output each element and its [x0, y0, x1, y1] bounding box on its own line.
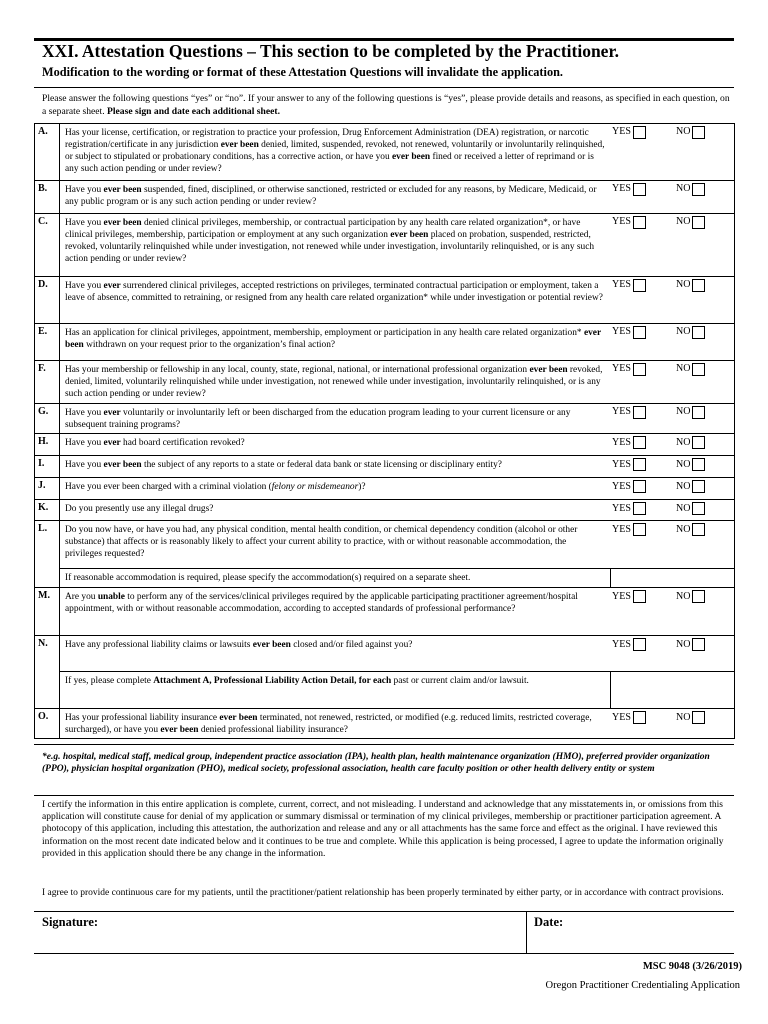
- answer-options: [612, 216, 732, 229]
- section-subtitle: Modification to the wording or format of these Attestation Questions will invalidate the application.: [42, 65, 564, 79]
- yes-label: YES: [612, 406, 631, 418]
- question-text-part: Have you: [65, 185, 104, 195]
- question-text: [60, 214, 611, 277]
- attestation-questions-table: [34, 123, 735, 739]
- no-checkbox[interactable]: [692, 523, 705, 536]
- no-checkbox[interactable]: [692, 406, 705, 419]
- no-checkbox[interactable]: [692, 436, 705, 449]
- question-letter: B.: [35, 181, 60, 214]
- yes-option: [612, 279, 676, 292]
- question-letter: N.: [35, 636, 60, 709]
- question-text: [60, 500, 611, 521]
- question-letter: H.: [35, 434, 60, 456]
- question-row: [35, 361, 735, 404]
- question-text-part: revoked, denied, limited, voluntarily relinquished while under investigation, not renewed while under investigation, involuntarily relinquished, or is any such action pending or under review?: [65, 365, 603, 400]
- yes-checkbox[interactable]: [633, 711, 646, 724]
- no-label: NO: [676, 711, 691, 723]
- yes-label: YES: [612, 436, 631, 448]
- no-label: NO: [676, 480, 691, 492]
- yes-checkbox[interactable]: [633, 406, 646, 419]
- question-text-part: Have you: [65, 281, 104, 291]
- yes-label: YES: [612, 326, 631, 338]
- form-number: MSC 9048 (3/26/2019): [642, 961, 742, 972]
- yes-option: [612, 216, 676, 229]
- emphasis-text: Attachment A, Professional Liability Action Detail, for each: [153, 676, 392, 687]
- question-row: [35, 324, 735, 361]
- no-checkbox[interactable]: [692, 458, 705, 471]
- question-text-part: closed and/or filed against you?: [290, 640, 413, 651]
- question-row: [35, 124, 735, 181]
- no-label: NO: [676, 363, 691, 375]
- yes-checkbox[interactable]: [633, 523, 646, 536]
- answer-cell: [610, 361, 735, 404]
- question-text-part: Are you: [65, 592, 98, 603]
- emphasis-text: ever been: [65, 328, 601, 351]
- yes-label: YES: [612, 279, 631, 291]
- question-row: [35, 456, 735, 478]
- emphasis-text: ever: [103, 408, 121, 418]
- answer-options: [612, 590, 732, 603]
- no-checkbox[interactable]: [692, 216, 705, 229]
- yes-option: [612, 436, 676, 449]
- question-row: [35, 478, 735, 500]
- answer-options: [612, 406, 732, 419]
- yes-label: YES: [612, 638, 631, 650]
- question-text: [60, 636, 611, 672]
- answer-cell: [610, 124, 735, 181]
- section-title: XXI. Attestation Questions – This section to be completed by the Practitioner.: [42, 41, 619, 61]
- no-label: NO: [676, 436, 691, 448]
- no-option: [676, 711, 705, 724]
- yes-checkbox[interactable]: [633, 126, 646, 139]
- question-text-part: suspended, fined, disciplined, or otherwise sanctioned, restricted or excluded for any reasons, by Medicare, Medicaid, or any public program or is any such action pending or under review?: [65, 185, 597, 208]
- signature-date-divider: [526, 911, 527, 953]
- yes-checkbox[interactable]: [633, 363, 646, 376]
- emphasis-text: ever: [103, 438, 121, 449]
- question-letter: F.: [35, 361, 60, 404]
- no-checkbox[interactable]: [692, 480, 705, 493]
- no-option: [676, 523, 705, 536]
- empty-answer-cell: [610, 569, 735, 588]
- no-option: [676, 436, 705, 449]
- emphasis-text: ever been: [392, 152, 431, 163]
- question-row: [35, 636, 735, 672]
- instructions-bold: Please sign and date each additional sheet.: [107, 106, 280, 117]
- question-letter: E.: [35, 324, 60, 361]
- italic-text: felony or misdemeanor: [271, 482, 359, 493]
- question-text-part: Has your membership or fellowship in any local, county, state, regional, national, or international professional organization: [65, 365, 530, 375]
- yes-option: [612, 502, 676, 515]
- emphasis-text: ever been: [103, 460, 142, 471]
- question-text-part: Has your license, certification, or registration to practice your profession, Drug Enforcement Administration (DEA) registration, or narcotic registration/certificate in any jurisdiction: [65, 128, 589, 151]
- yes-label: YES: [612, 126, 631, 138]
- answer-cell: [610, 324, 735, 361]
- yes-label: YES: [612, 711, 631, 723]
- answer-cell: [610, 588, 735, 636]
- answer-cell: [610, 478, 735, 500]
- question-text-part: Have you: [65, 218, 104, 228]
- yes-label: YES: [612, 590, 631, 602]
- no-checkbox[interactable]: [692, 590, 705, 603]
- emphasis-text: ever been: [220, 140, 259, 151]
- question-letter: C.: [35, 214, 60, 277]
- emphasis-text: ever been: [252, 640, 291, 651]
- no-option: [676, 326, 705, 339]
- question-text: [60, 324, 611, 361]
- question-row: [35, 500, 735, 521]
- instructions-text: Please answer the following questions “yes” or “no”. If your answer to any of the following questions is “yes”, please provide details and reasons, as specified in each question, on a separate sheet.: [42, 93, 730, 117]
- question-row: [35, 434, 735, 456]
- yes-checkbox[interactable]: [633, 502, 646, 515]
- question-letter: A.: [35, 124, 60, 181]
- question-row: [35, 709, 735, 739]
- yes-option: [612, 458, 676, 471]
- question-text-part: placed on probation, suspended, restricted, revoked, voluntarily relinquished while under investigation, not renewed while under investigation, involuntarily relinquished, or is any such action pending or under review?: [65, 230, 595, 265]
- answer-options: [612, 436, 732, 449]
- no-label: NO: [676, 279, 691, 291]
- answer-options: [612, 480, 732, 493]
- question-text: [60, 478, 611, 500]
- no-label: NO: [676, 406, 691, 418]
- no-checkbox[interactable]: [692, 363, 705, 376]
- no-label: NO: [676, 590, 691, 602]
- answer-options: [612, 183, 732, 196]
- signature-label: Signature:: [42, 915, 99, 929]
- question-text-part: Have any professional liability claims or lawsuits: [65, 640, 253, 651]
- question-letter: M.: [35, 588, 60, 636]
- no-label: NO: [676, 502, 691, 514]
- question-text-part: denied, limited, suspended, revoked, not renewed, voluntarily or involuntarily relinquished, or subject to stipulated or probationary conditions, has a corrective action, or have you: [65, 140, 605, 163]
- emphasis-text: ever been: [160, 725, 199, 736]
- no-checkbox[interactable]: [692, 502, 705, 515]
- question-text: [60, 456, 611, 478]
- no-checkbox[interactable]: [692, 279, 705, 292]
- no-label: NO: [676, 126, 691, 138]
- no-label: NO: [676, 216, 691, 228]
- yes-option: [612, 523, 676, 536]
- no-option: [676, 183, 705, 196]
- yes-option: [612, 638, 676, 651]
- question-text-part: )?: [358, 482, 366, 493]
- answer-options: [612, 326, 732, 339]
- question-row: [35, 521, 735, 569]
- question-text-part: fined or received a letter of reprimand or is any such action pending or under review?: [65, 152, 594, 175]
- no-checkbox[interactable]: [692, 183, 705, 196]
- yes-option: [612, 363, 676, 376]
- yes-label: YES: [612, 523, 631, 535]
- question-text-part: Have you: [65, 460, 104, 471]
- question-letter: O.: [35, 709, 60, 739]
- question-text: [60, 277, 611, 324]
- answer-options: [612, 363, 732, 376]
- question-subtext: [60, 672, 611, 709]
- question-text-part: Have you: [65, 408, 104, 418]
- question-text: [60, 709, 611, 739]
- yes-label: YES: [612, 216, 631, 228]
- answer-cell: [610, 521, 735, 569]
- question-subtext: [60, 569, 611, 588]
- yes-checkbox[interactable]: [633, 638, 646, 651]
- yes-checkbox[interactable]: [633, 216, 646, 229]
- answer-options: [612, 711, 732, 724]
- no-label: NO: [676, 458, 691, 470]
- question-letter: K.: [35, 500, 60, 521]
- yes-option: [612, 126, 676, 139]
- question-row: [35, 214, 735, 277]
- divider: [34, 744, 734, 745]
- question-text: [60, 434, 611, 456]
- answer-cell: [610, 500, 735, 521]
- question-text-part: Do you now have, or have you had, any physical condition, mental health condition, or chemical dependency condition (alcohol or other substance) that affects or is reasonably likely to affect your current ability to practice, with or without reasonable accommodation, the privileges requested?: [65, 525, 578, 560]
- answer-cell: [610, 277, 735, 324]
- question-text-part: Has your professional liability insurance: [65, 713, 220, 724]
- no-option: [676, 363, 705, 376]
- emphasis-text: unable: [97, 592, 125, 603]
- yes-checkbox[interactable]: [633, 326, 646, 339]
- question-letter: G.: [35, 404, 60, 434]
- question-text-part: the subject of any reports to a state or federal data bank or state licensing or disciplinary entity?: [141, 460, 502, 471]
- yes-option: [612, 406, 676, 419]
- yes-option: [612, 480, 676, 493]
- question-text: [60, 588, 611, 636]
- question-text: [60, 404, 611, 434]
- no-checkbox[interactable]: [692, 638, 705, 651]
- emphasis-text: ever been: [219, 713, 258, 724]
- question-subrow: [35, 672, 735, 709]
- question-text-part: denied professional liability insurance?: [198, 725, 348, 736]
- answer-cell: [610, 636, 735, 672]
- emphasis-text: ever been: [103, 185, 142, 195]
- question-text: [60, 181, 611, 214]
- question-text-part: surrendered clinical privileges, accepted restrictions on privileges, terminated contractual participation or employment, taken a leave of absence, committed to retraining, or resigned from any health care related organization* while under investigation or potential review?: [65, 281, 603, 304]
- date-label: Date:: [534, 915, 564, 929]
- answer-cell: [610, 709, 735, 739]
- no-checkbox[interactable]: [692, 326, 705, 339]
- answer-cell: [610, 404, 735, 434]
- question-text-part: voluntarily or involuntarily left or been discharged from the education program leading to your current licensure or any subsequent training programs?: [65, 408, 571, 431]
- divider: [34, 87, 734, 88]
- question-row: [35, 588, 735, 636]
- emphasis-text: ever been: [103, 218, 142, 228]
- question-text-part: Has an application for clinical privileges, appointment, membership, employment or participation in any health care related organization*: [65, 328, 584, 338]
- question-letter: J.: [35, 478, 60, 500]
- instructions: [42, 92, 730, 118]
- no-option: [676, 638, 705, 651]
- question-row: [35, 404, 735, 434]
- no-option: [676, 590, 705, 603]
- application-name: Oregon Practitioner Credentialing Application: [545, 980, 740, 991]
- question-text-part: terminated, not renewed, restricted, or modified (e.g. reduced limits, restricted coverage, surcharged), or have you: [65, 713, 592, 736]
- answer-options: [612, 279, 732, 292]
- no-option: [676, 216, 705, 229]
- certification-text: I certify the information in this entire application is complete, current, correct, and not misleading. I understand and acknowledge that any misstatements in, or omissions from this application will constitute cause for denial of my application or summary dismissal or termination of my clinical privileges, membership or practitioner participation agreement. A photocopy of this application, including this attestation, the authorization and release and any or all attachments has the same force and effect as the original. I have reviewed this information on the most recent date indicated below and it continues to be true and complete. While this application is being processed, I agree to update the information originally provided in this application should there be any change in the information.: [42, 800, 724, 859]
- emphasis-text: ever been: [390, 230, 429, 241]
- answer-options: [612, 502, 732, 515]
- yes-checkbox[interactable]: [633, 436, 646, 449]
- answer-options: [612, 523, 732, 536]
- yes-option: [612, 590, 676, 603]
- question-text-part: Do you presently use any illegal drugs?: [65, 504, 214, 515]
- yes-checkbox[interactable]: [633, 458, 646, 471]
- divider: [34, 911, 734, 912]
- no-label: NO: [676, 183, 691, 195]
- yes-label: YES: [612, 458, 631, 470]
- answer-options: [612, 126, 732, 139]
- yes-option: [612, 326, 676, 339]
- question-text-part: withdrawn on your request prior to the organization’s final action?: [83, 340, 336, 351]
- answer-cell: [610, 456, 735, 478]
- no-checkbox[interactable]: [692, 126, 705, 139]
- signature-line: [34, 953, 734, 954]
- answer-cell: [610, 214, 735, 277]
- yes-checkbox[interactable]: [633, 590, 646, 603]
- question-text-part: If yes, please complete: [65, 676, 154, 687]
- no-checkbox[interactable]: [692, 711, 705, 724]
- question-row: [35, 181, 735, 214]
- yes-label: YES: [612, 480, 631, 492]
- no-option: [676, 406, 705, 419]
- no-label: NO: [676, 523, 691, 535]
- yes-checkbox[interactable]: [633, 183, 646, 196]
- no-option: [676, 126, 705, 139]
- question-text-part: Have you: [65, 438, 104, 449]
- emphasis-text: ever: [103, 281, 121, 291]
- empty-answer-cell: [610, 672, 735, 709]
- yes-option: [612, 183, 676, 196]
- yes-label: YES: [612, 363, 631, 375]
- question-letter: L.: [35, 521, 60, 588]
- question-text: [60, 361, 611, 404]
- answer-cell: [610, 181, 735, 214]
- question-text-part: past or current claim and/or lawsuit.: [391, 676, 529, 687]
- question-text-part: had board certification revoked?: [120, 438, 245, 449]
- question-text-part: denied clinical privileges, membership, or contractual participation by any health care related organization*, or have clinical privileges, membership, participation or employment at any such organization: [65, 218, 581, 241]
- no-label: NO: [676, 638, 691, 650]
- emphasis-text: ever been: [529, 365, 568, 375]
- answer-cell: [610, 434, 735, 456]
- question-text-part: Have you ever been charged with a criminal violation (: [65, 482, 272, 493]
- yes-label: YES: [612, 183, 631, 195]
- no-option: [676, 458, 705, 471]
- question-text: [60, 124, 611, 181]
- answer-options: [612, 638, 732, 651]
- no-option: [676, 279, 705, 292]
- question-text-part: If reasonable accommodation is required, please specify the accommodation(s) required on a separate sheet.: [65, 573, 471, 584]
- continuous-care-text: I agree to provide continuous care for my patients, until the practitioner/patient relationship has been properly terminated by either party, or in accordance with contract provisions.: [42, 888, 724, 898]
- yes-checkbox[interactable]: [633, 279, 646, 292]
- question-row: [35, 277, 735, 324]
- yes-label: YES: [612, 502, 631, 514]
- question-letter: D.: [35, 277, 60, 324]
- no-option: [676, 480, 705, 493]
- no-label: NO: [676, 326, 691, 338]
- question-text-part: to perform any of the services/clinical privileges required by the applicable participating practitioner agreement/hospital appointment, with or without reasonable accommodation, according to accepted standards of professional performance?: [65, 592, 578, 615]
- yes-checkbox[interactable]: [633, 480, 646, 493]
- question-letter: I.: [35, 456, 60, 478]
- footnote: *e.g. hospital, medical staff, medical group, independent practice association (IPA), health plan, health maintenance organization (HMO), preferred provider organization (PPO), physician hospital organization (PHO), medical society, professional association, health care faculty position or other health delivery entity or system: [42, 752, 710, 775]
- question-text: [60, 521, 611, 569]
- answer-options: [612, 458, 732, 471]
- yes-option: [612, 711, 676, 724]
- no-option: [676, 502, 705, 515]
- divider: [34, 795, 734, 796]
- question-subrow: [35, 569, 735, 588]
